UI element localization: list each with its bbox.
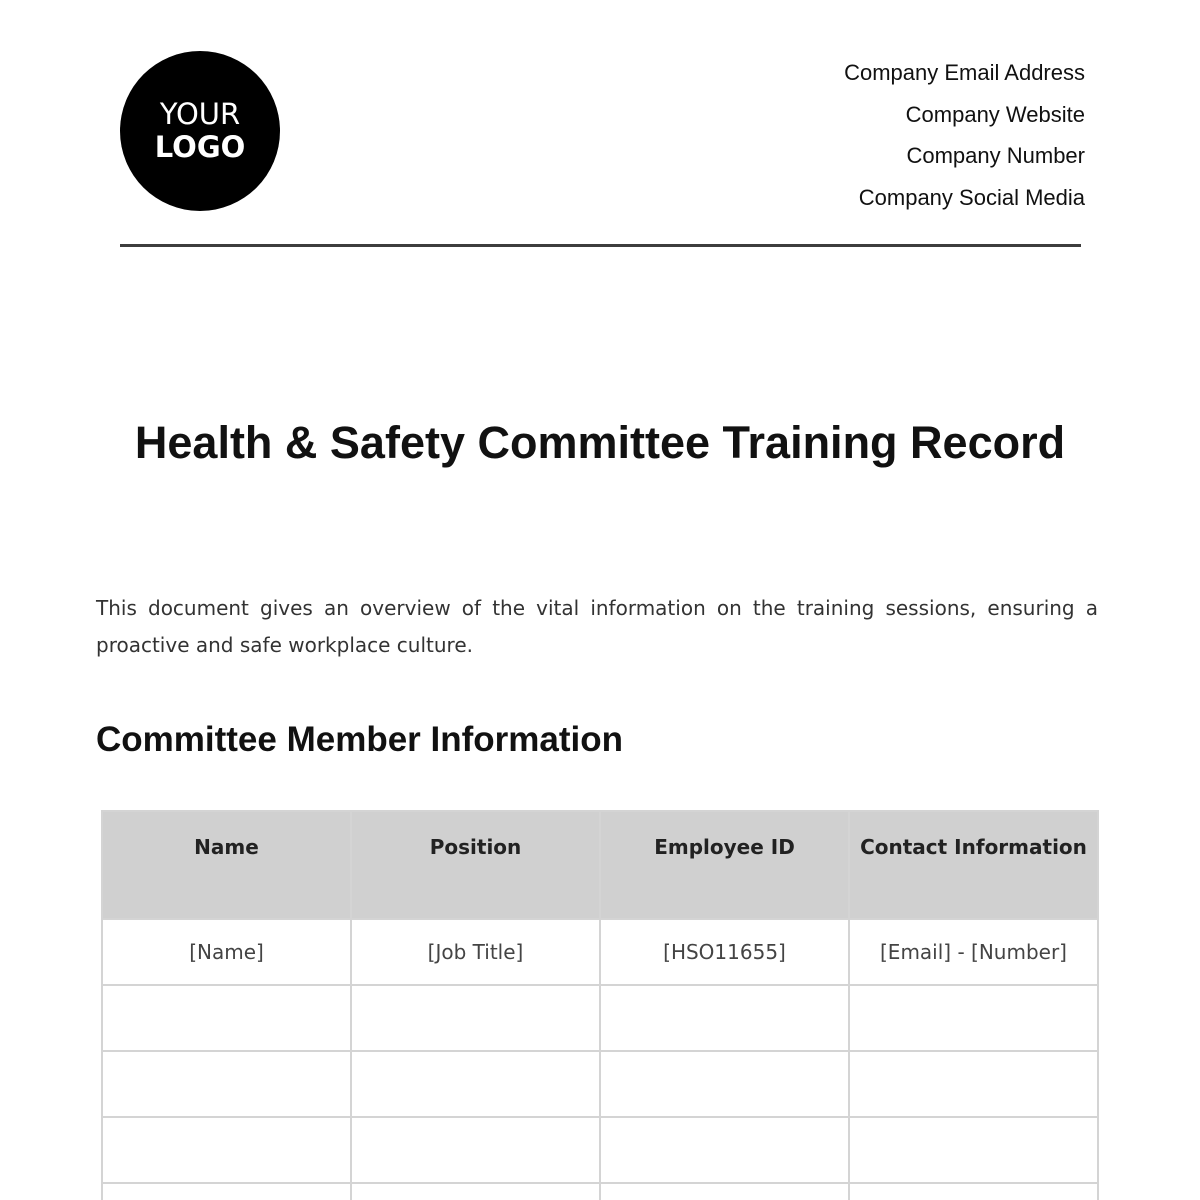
table-cell — [102, 1183, 351, 1200]
table-cell — [600, 1051, 849, 1117]
company-number: Company Number — [906, 143, 1085, 168]
column-header-position: Position — [351, 811, 600, 919]
company-website: Company Website — [905, 101, 1085, 127]
table-row — [102, 985, 1098, 1051]
table-cell — [600, 1117, 849, 1183]
table-row — [102, 919, 1098, 985]
table-cell — [102, 985, 351, 1051]
committee-member-table — [101, 810, 1099, 1200]
logo-text-line2: LOGO — [154, 130, 246, 164]
table-cell — [351, 985, 600, 1051]
table-cell — [102, 1051, 351, 1117]
column-header-name: Name — [102, 811, 351, 919]
table-cell — [849, 1117, 1098, 1183]
table-cell: [Job Title] — [351, 919, 600, 985]
column-header-contact-information: Contact Information — [849, 811, 1098, 919]
table-cell — [849, 985, 1098, 1051]
table-cell — [600, 1183, 849, 1200]
table-cell: [HSO11655] — [600, 919, 849, 985]
table-cell — [351, 1117, 600, 1183]
table-cell: [Email] - [Number] — [849, 919, 1098, 985]
section-heading-committee: Committee Member Information — [96, 720, 623, 759]
table-cell — [849, 1183, 1098, 1200]
company-contact-block — [844, 52, 1085, 218]
table-cell — [102, 1117, 351, 1183]
company-social-media: Company Social Media — [858, 184, 1085, 210]
logo-text-line1: YOUR — [159, 97, 241, 131]
company-email: Company Email Address — [844, 60, 1085, 85]
table-row — [102, 1117, 1098, 1183]
table-cell: [Name] — [102, 919, 351, 985]
table-header-row — [102, 811, 1098, 919]
company-logo — [120, 51, 280, 211]
table-cell — [600, 985, 849, 1051]
table-row — [102, 1183, 1098, 1200]
header-divider — [120, 244, 1081, 247]
document-title: Health & Safety Committee Training Record — [134, 417, 1066, 468]
intro-paragraph: This document gives an overview of the vital information on the training sessions, ensuring a proactive and safe workplace culture. — [96, 596, 1098, 657]
table-row — [102, 1051, 1098, 1117]
table-cell — [351, 1183, 600, 1200]
table-cell — [849, 1051, 1098, 1117]
column-header-employee-id: Employee ID — [600, 811, 849, 919]
table-cell — [351, 1051, 600, 1117]
